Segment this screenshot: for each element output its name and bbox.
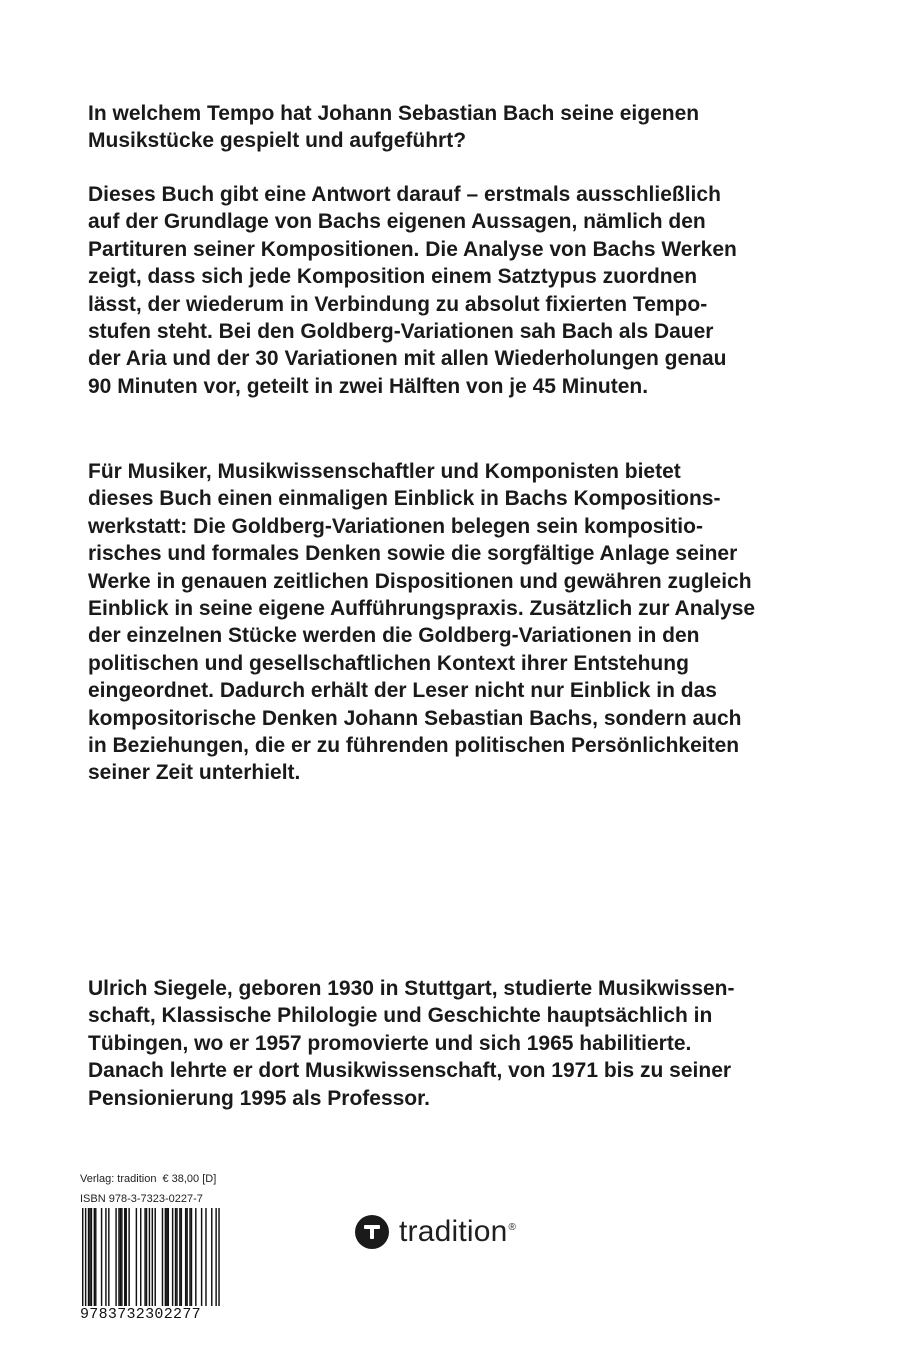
barcode-bar [105,1208,106,1306]
barcode-bar [121,1208,122,1306]
author-bio [88,975,828,1112]
barcode-bar [89,1208,90,1306]
imprint-line [80,1172,230,1186]
barcode-bar [149,1208,150,1306]
barcode-bar [152,1208,153,1306]
price-label: € 38,00 [D] [162,1173,217,1185]
barcode-image [80,1208,220,1306]
barcode-digits: 9783732302277 [80,1306,201,1323]
text-line: Partituren seiner Kompositionen. Die Analyse von Bachs Werken [88,237,737,261]
barcode-bar [101,1208,102,1306]
barcode-bar [215,1208,216,1306]
text-line: der einzelnen Stücke werden die Goldberg-Variationen in den [88,624,700,648]
publisher-logo [355,1212,516,1252]
barcode-bar [126,1208,127,1306]
text-line: eingeordnet. Dadurch erhält der Leser nicht nur Einblick in das [88,679,717,703]
text-line: Pensionierung 1995 als Professor. [88,1086,430,1110]
cover-question [88,100,828,155]
text-line: stufen steht. Bei den Goldberg-Variationen sah Bach als Dauer [88,320,714,344]
barcode-bar [136,1208,137,1306]
barcode-bar [166,1208,167,1306]
barcode-bar [201,1208,202,1306]
barcode-bar [82,1208,83,1306]
text-line: Dieses Buch gibt eine Antwort darauf – erstmals ausschließlich [88,183,721,206]
text-line: der Aria und der 30 Variationen mit allen Wiederholungen genau [88,347,727,371]
text-line: werkstatt: Die Goldberg-Variationen belegen sein kompositio- [88,514,703,538]
barcode-bar [186,1208,187,1306]
barcode-bar [205,1208,206,1306]
text-line: lässt, der wiederum in Verbindung zu absolut fixierten Tempo- [88,292,708,316]
text-line: Ulrich Siegele, geboren 1930 in Stuttgart, studierte Musikwissen- [88,977,735,1000]
barcode-bar [94,1208,95,1306]
barcode-bar [95,1208,96,1306]
barcode-bar [195,1208,196,1306]
publisher-label: Verlag: tradition [80,1173,157,1185]
barcode-bar [108,1208,109,1306]
barcode-bar [168,1208,169,1306]
registered-mark: ® [508,1222,517,1233]
text-line: In welchem Tempo hat Johann Sebastian Bach seine eigenen [88,102,700,125]
barcode-bar [120,1208,121,1306]
text-line: schaft, Klassische Philologie und Geschichte hauptsächlich in [88,1004,713,1028]
barcode-bar [91,1208,92,1306]
barcode-bar [118,1208,119,1306]
barcode-bar [191,1208,192,1306]
text-line: risches und formales Denken sowie die sorgfältige Anlage seiner [88,542,738,566]
text-line: Musikstücke gespielt und aufgeführt? [88,129,467,153]
imprint-barcode-block [80,1172,230,1342]
text-line: Danach lehrte er dort Musikwissenschaft, von 1971 bis zu seiner [88,1059,732,1083]
barcode-bar [189,1208,190,1306]
barcode-bar [162,1208,163,1306]
text-line: kompositorische Denken Johann Sebastian Bachs, sondern auch [88,706,742,730]
logo-name: tradition [399,1215,508,1248]
barcode-bar [128,1208,129,1306]
barcode-bar [172,1208,173,1306]
barcode-bar [85,1208,86,1306]
barcode-bar [176,1208,177,1306]
tradition-t-logo-icon [355,1215,389,1249]
description-paragraph-1 [88,181,828,400]
barcode-bar [185,1208,186,1306]
barcode-bar [175,1208,176,1306]
text-line: dieses Buch einen einmaligen Einblick in Bachs Kompositions- [88,487,721,511]
isbn-label: ISBN 978-3-7323-0227-7 [80,1193,203,1205]
barcode-bar [165,1208,166,1306]
barcode-bar [181,1208,182,1306]
barcode-bar [115,1208,116,1306]
barcode-bar [88,1208,89,1306]
text-line: auf der Grundlage von Bachs eigenen Aussagen, nämlich den [88,210,706,234]
text-line: Einblick in seine eigene Aufführungspraxis. Zusätzlich zur Analyse [88,597,756,621]
text-line: Werke in genauen zeitlichen Dispositionen und gewähren zugleich [88,569,752,593]
barcode-bar [146,1208,147,1306]
barcode-bar [140,1208,141,1306]
barcode-bar [144,1208,145,1306]
barcode-bar [179,1208,180,1306]
text-line: zeigt, dass sich jede Komposition einem Satztypus zuordnen [88,265,698,289]
text-line: in Beziehungen, die er zu führenden politischen Persönlichkeiten [88,734,740,758]
publisher-logo-text [399,1215,516,1249]
text-line: Tübingen, wo er 1957 promovierte und sich 1965 habilitierte. [88,1031,692,1055]
text-line: seiner Zeit unterhielt. [88,761,301,785]
barcode-bar [155,1208,156,1306]
barcode-bar [211,1208,212,1306]
text-line: Für Musiker, Musikwissenschaftler und Komponisten bietet [88,460,681,483]
text-line: politischen und gesellschaftlichen Kontext ihrer Entstehung [88,651,689,675]
description-paragraph-2 [88,458,828,787]
barcode-bar [218,1208,219,1306]
barcode-bar [124,1208,125,1306]
text-line: 90 Minuten vor, geteilt in zwei Hälften von je 45 Minuten. [88,374,649,398]
